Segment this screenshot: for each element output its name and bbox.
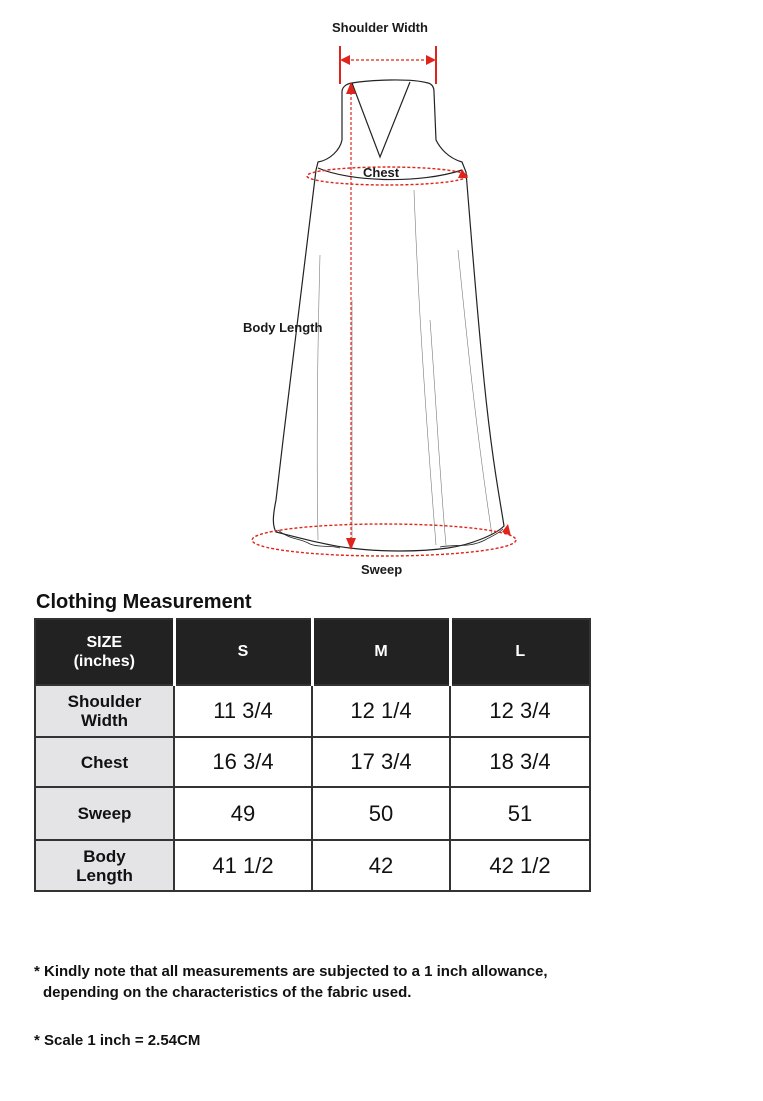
dress-outline — [273, 80, 504, 551]
cell-sweep-l: 51 — [450, 787, 590, 840]
size-l-header: L — [450, 619, 590, 685]
row-label-line1: Body — [83, 846, 126, 866]
sweep-label: Sweep — [361, 562, 403, 577]
size-table — [34, 618, 591, 892]
cell-chest-s: 16 3/4 — [174, 737, 312, 787]
cell-sweep-s: 49 — [174, 787, 312, 840]
table-row — [35, 685, 590, 737]
table-row — [35, 787, 590, 840]
cell-length-m: 42 — [312, 840, 450, 891]
body-length-measure — [346, 82, 356, 550]
row-label-sweep: Sweep — [35, 787, 174, 840]
allowance-note-line1: * Kindly note that all measurements are subjected to a 1 inch allowance, — [34, 963, 548, 980]
cell-chest-l: 18 3/4 — [450, 737, 590, 787]
size-header — [35, 619, 174, 685]
table-title: Clothing Measurement — [36, 591, 252, 613]
size-header-line1: SIZE — [86, 634, 123, 651]
size-header-line2: (inches) — [73, 653, 135, 670]
cell-chest-m: 17 3/4 — [312, 737, 450, 787]
row-label-line2: Width — [80, 711, 129, 730]
row-label-shoulder-width — [35, 685, 174, 737]
body-length-label: Body Length — [243, 320, 323, 335]
cell-sweep-m: 50 — [312, 787, 450, 840]
size-m-header: M — [312, 619, 450, 685]
chest-label: Chest — [363, 165, 400, 180]
shoulder-width-measure — [340, 46, 436, 84]
row-label-line2: Length — [76, 865, 133, 885]
allowance-note — [34, 961, 734, 1003]
shoulder-width-label: Shoulder Width — [332, 20, 428, 35]
cell-length-s: 41 1/2 — [174, 840, 312, 891]
allowance-note-line2: depending on the characteristics of the fabric used. — [43, 984, 412, 1001]
size-s-header: S — [174, 619, 312, 685]
table-header-row — [35, 619, 590, 685]
cell-length-l: 42 1/2 — [450, 840, 590, 891]
scale-note: * Scale 1 inch = 2.54CM — [34, 1032, 201, 1049]
table-row — [35, 840, 590, 891]
table-row — [35, 737, 590, 787]
cell-shoulder-s: 11 3/4 — [174, 685, 312, 737]
row-label-chest: Chest — [35, 737, 174, 787]
cell-shoulder-m: 12 1/4 — [312, 685, 450, 737]
cell-shoulder-l: 12 3/4 — [450, 685, 590, 737]
row-label-line1: Shoulder — [67, 692, 142, 711]
row-label-body-length — [35, 840, 174, 891]
